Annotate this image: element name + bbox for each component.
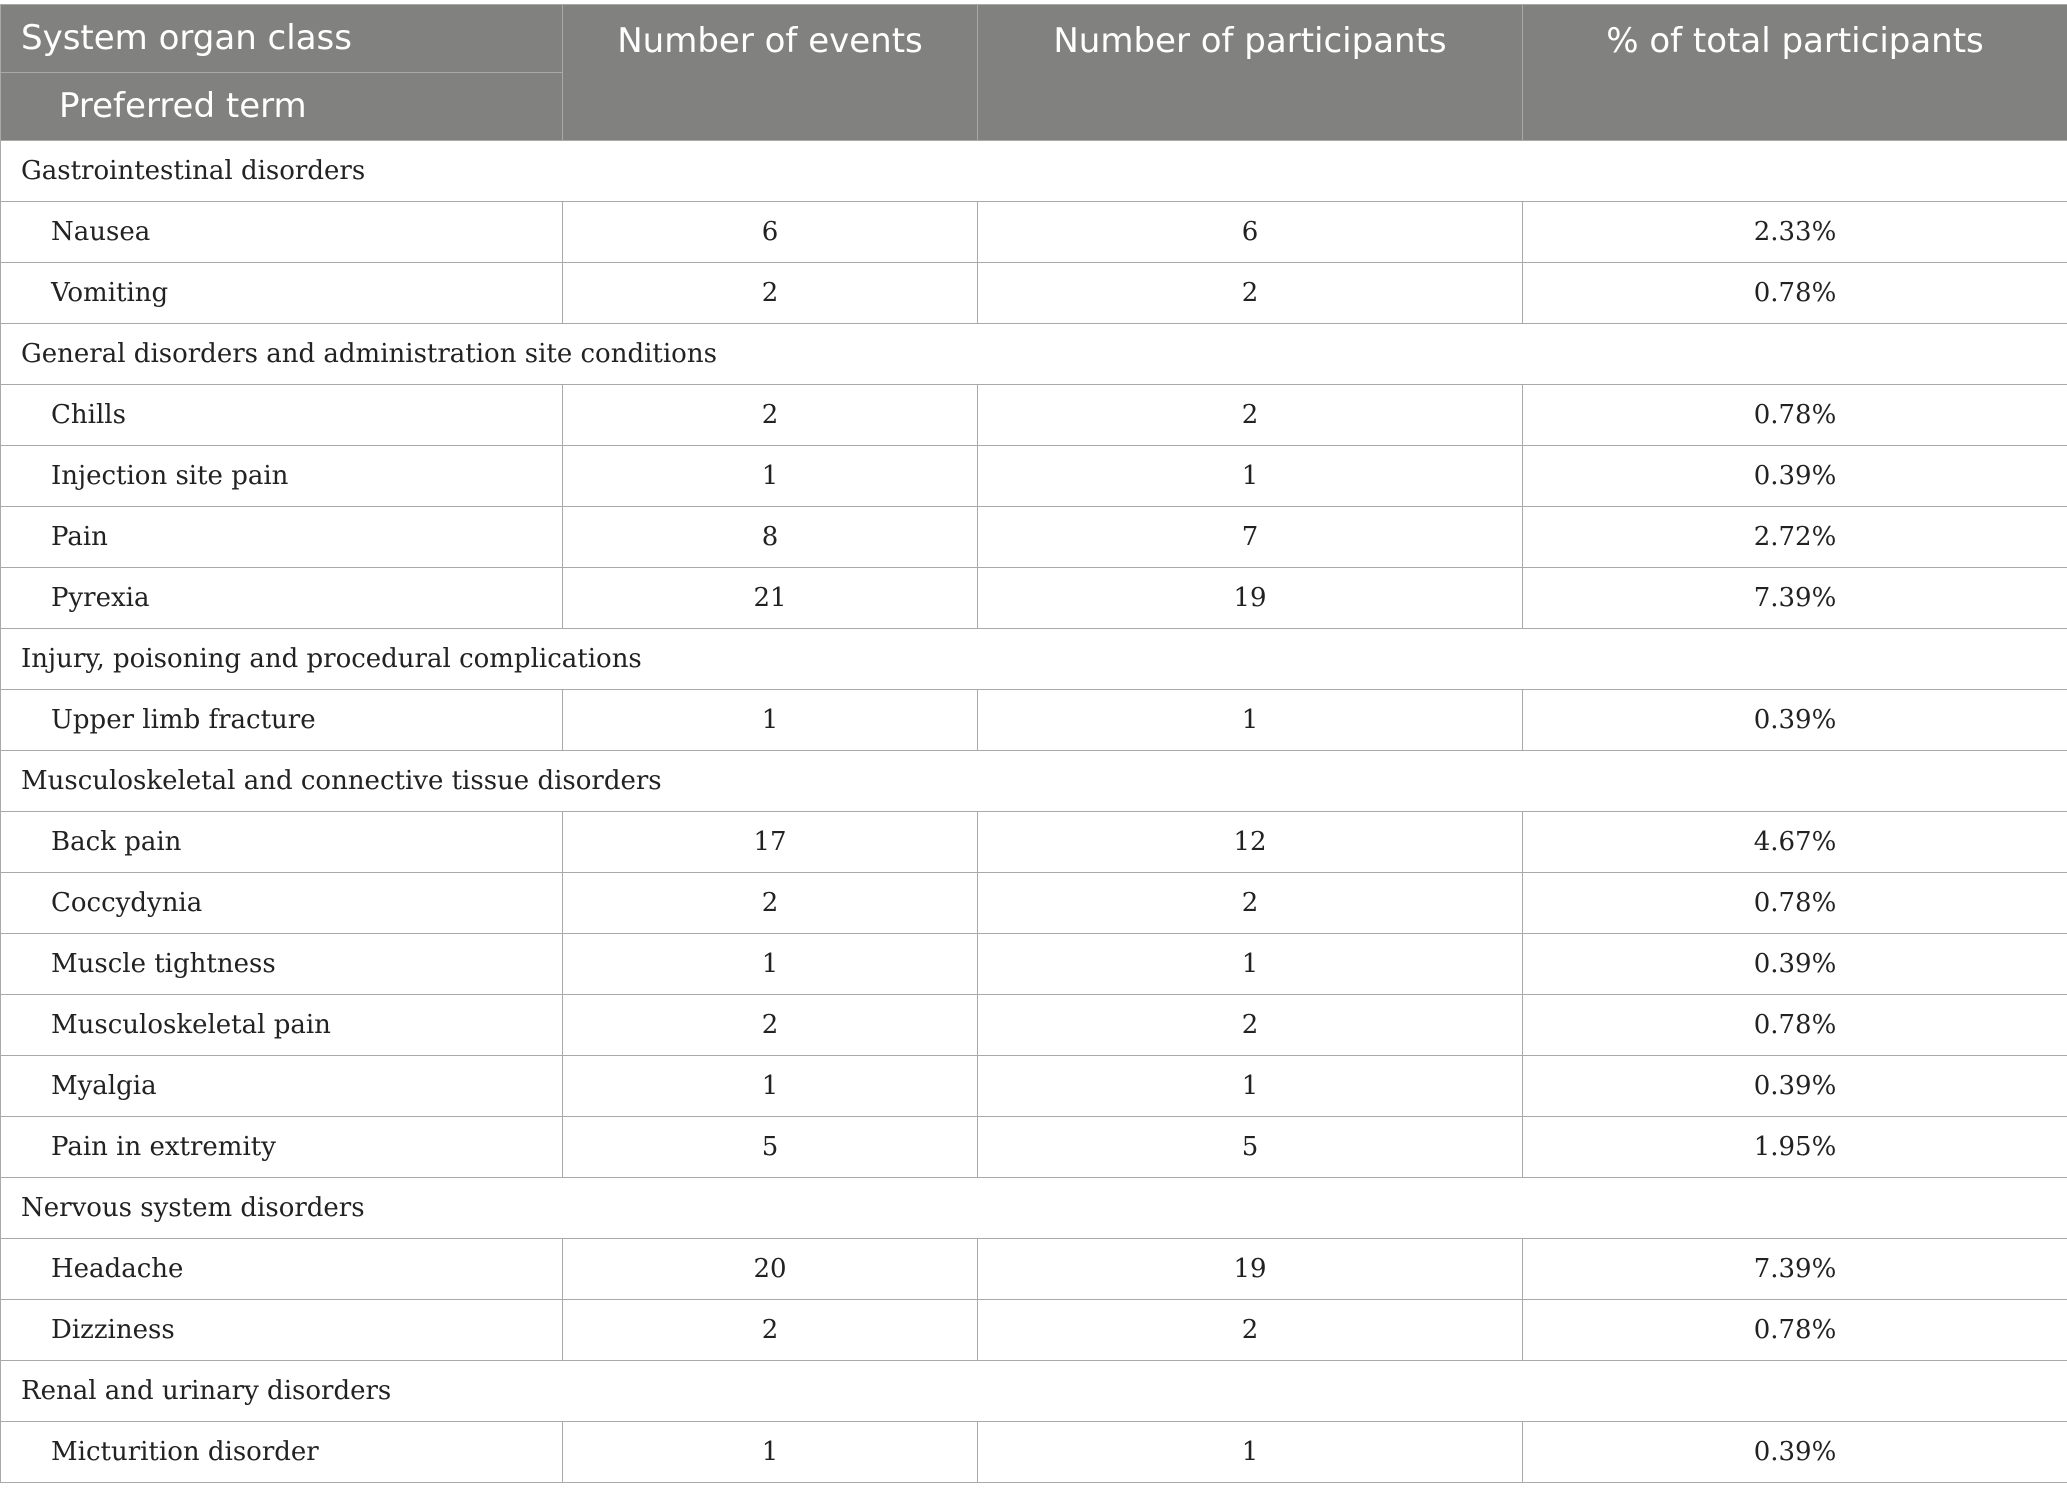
preferred-term: Pyrexia bbox=[1, 568, 563, 629]
soc-row bbox=[1, 324, 2067, 385]
percent-value: 0.78% bbox=[1523, 385, 2067, 446]
preferred-term: Pain in extremity bbox=[1, 1117, 563, 1178]
events-count: 2 bbox=[563, 385, 978, 446]
preferred-term: Pain bbox=[1, 507, 563, 568]
preferred-term: Headache bbox=[1, 1239, 563, 1300]
adverse-events-table bbox=[0, 4, 2067, 1483]
participants-count: 2 bbox=[978, 873, 1523, 934]
table-row bbox=[1, 446, 2067, 507]
participants-count: 2 bbox=[978, 385, 1523, 446]
soc-label: Musculoskeletal and connective tissue disorders bbox=[1, 751, 2067, 812]
preferred-term: Injection site pain bbox=[1, 446, 563, 507]
soc-label: Gastrointestinal disorders bbox=[1, 141, 2067, 202]
table-row bbox=[1, 934, 2067, 995]
table-row bbox=[1, 385, 2067, 446]
events-count: 2 bbox=[563, 263, 978, 324]
table-row bbox=[1, 263, 2067, 324]
table-row bbox=[1, 568, 2067, 629]
events-count: 5 bbox=[563, 1117, 978, 1178]
participants-count: 1 bbox=[978, 1422, 1523, 1483]
participants-count: 5 bbox=[978, 1117, 1523, 1178]
preferred-term: Musculoskeletal pain bbox=[1, 995, 563, 1056]
events-count: 17 bbox=[563, 812, 978, 873]
soc-label: Nervous system disorders bbox=[1, 1178, 2067, 1239]
participants-count: 7 bbox=[978, 507, 1523, 568]
soc-label: Injury, poisoning and procedural complications bbox=[1, 629, 2067, 690]
percent-value: 0.39% bbox=[1523, 934, 2067, 995]
percent-value: 1.95% bbox=[1523, 1117, 2067, 1178]
percent-value: 0.39% bbox=[1523, 1056, 2067, 1117]
table-row bbox=[1, 507, 2067, 568]
header-system-organ-class bbox=[1, 5, 563, 141]
events-count: 2 bbox=[563, 995, 978, 1056]
participants-count: 1 bbox=[978, 934, 1523, 995]
soc-label: Renal and urinary disorders bbox=[1, 1361, 2067, 1422]
events-count: 2 bbox=[563, 1300, 978, 1361]
percent-value: 0.78% bbox=[1523, 873, 2067, 934]
table-row bbox=[1, 1239, 2067, 1300]
table-row bbox=[1, 202, 2067, 263]
soc-row bbox=[1, 629, 2067, 690]
preferred-term: Dizziness bbox=[1, 1300, 563, 1361]
table-row bbox=[1, 1056, 2067, 1117]
preferred-term: Myalgia bbox=[1, 1056, 563, 1117]
table-row bbox=[1, 995, 2067, 1056]
events-count: 1 bbox=[563, 1422, 978, 1483]
events-count: 20 bbox=[563, 1239, 978, 1300]
table-header bbox=[1, 5, 2067, 141]
header-percent-total: % of total participants bbox=[1523, 5, 2067, 141]
soc-row bbox=[1, 751, 2067, 812]
preferred-term: Back pain bbox=[1, 812, 563, 873]
table-row bbox=[1, 1422, 2067, 1483]
percent-value: 4.67% bbox=[1523, 812, 2067, 873]
participants-count: 19 bbox=[978, 1239, 1523, 1300]
events-count: 6 bbox=[563, 202, 978, 263]
participants-count: 2 bbox=[978, 263, 1523, 324]
percent-value: 2.72% bbox=[1523, 507, 2067, 568]
percent-value: 0.39% bbox=[1523, 690, 2067, 751]
table-row bbox=[1, 873, 2067, 934]
preferred-term: Nausea bbox=[1, 202, 563, 263]
events-count: 1 bbox=[563, 934, 978, 995]
participants-count: 1 bbox=[978, 1056, 1523, 1117]
table-row bbox=[1, 812, 2067, 873]
percent-value: 0.78% bbox=[1523, 263, 2067, 324]
percent-value: 7.39% bbox=[1523, 568, 2067, 629]
events-count: 21 bbox=[563, 568, 978, 629]
table-row bbox=[1, 690, 2067, 751]
percent-value: 0.78% bbox=[1523, 1300, 2067, 1361]
events-count: 2 bbox=[563, 873, 978, 934]
soc-row bbox=[1, 141, 2067, 202]
soc-row bbox=[1, 1178, 2067, 1239]
table-body bbox=[1, 141, 2067, 1483]
participants-count: 2 bbox=[978, 995, 1523, 1056]
preferred-term: Vomiting bbox=[1, 263, 563, 324]
events-count: 1 bbox=[563, 1056, 978, 1117]
header-soc-label: System organ class bbox=[1, 5, 562, 73]
events-count: 1 bbox=[563, 690, 978, 751]
preferred-term: Upper limb fracture bbox=[1, 690, 563, 751]
participants-count: 6 bbox=[978, 202, 1523, 263]
participants-count: 2 bbox=[978, 1300, 1523, 1361]
participants-count: 12 bbox=[978, 812, 1523, 873]
preferred-term: Micturition disorder bbox=[1, 1422, 563, 1483]
percent-value: 0.39% bbox=[1523, 1422, 2067, 1483]
participants-count: 19 bbox=[978, 568, 1523, 629]
soc-label: General disorders and administration site conditions bbox=[1, 324, 2067, 385]
soc-row bbox=[1, 1361, 2067, 1422]
header-number-of-participants: Number of participants bbox=[978, 5, 1523, 141]
percent-value: 7.39% bbox=[1523, 1239, 2067, 1300]
table-row bbox=[1, 1300, 2067, 1361]
percent-value: 0.39% bbox=[1523, 446, 2067, 507]
percent-value: 2.33% bbox=[1523, 202, 2067, 263]
preferred-term: Coccydynia bbox=[1, 873, 563, 934]
header-preferred-term-label: Preferred term bbox=[59, 86, 307, 126]
table-row bbox=[1, 1117, 2067, 1178]
percent-value: 0.78% bbox=[1523, 995, 2067, 1056]
participants-count: 1 bbox=[978, 690, 1523, 751]
participants-count: 1 bbox=[978, 446, 1523, 507]
header-row bbox=[1, 5, 2067, 141]
header-number-of-events: Number of events bbox=[563, 5, 978, 141]
preferred-term: Chills bbox=[1, 385, 563, 446]
events-count: 8 bbox=[563, 507, 978, 568]
events-count: 1 bbox=[563, 446, 978, 507]
preferred-term: Muscle tightness bbox=[1, 934, 563, 995]
